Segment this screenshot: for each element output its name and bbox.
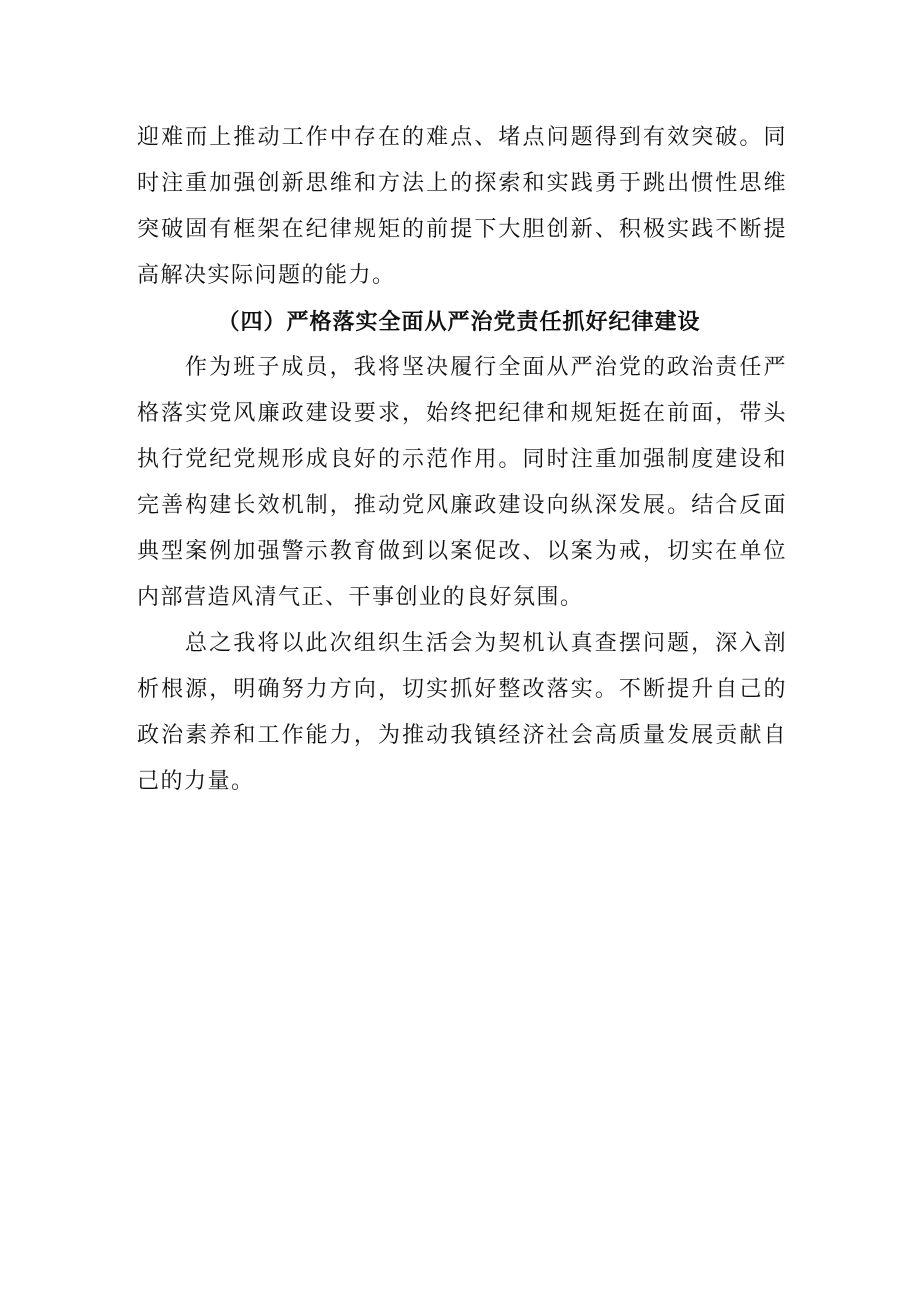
paragraph-section-four: 作为班子成员，我将坚决履行全面从严治党的政治责任严格落实党风廉政建设要求，始终把纪律和规矩挺在前面，带头执行党纪党规形成良好的示范作用。同时注重加强制度建设和完善构建长效机制，推动党风廉政建设向纵深发展。结合反面典型案例加强警示教育做到以案促改、以案为戒，切实在单位内部营造风清气正、干事创业的良好氛围。 bbox=[137, 355, 787, 610]
document-body bbox=[137, 115, 787, 805]
paragraph-conclusion: 总之我将以此次组织生活会为契机认真查摆问题，深入剖析根源，明确努力方向，切实抓好整改落实。不断提升自己的政治素养和工作能力，为推动我镇经济社会高质量发展贡献自己的力量。 bbox=[137, 631, 787, 794]
paragraph-continued: 迎难而上推动工作中存在的难点、堵点问题得到有效突破。同时注重加强创新思维和方法上的探索和实践勇于跳出惯性思维突破固有框架在纪律规矩的前提下大胆创新、积极实践不断提高解决实际问题的能力。 bbox=[137, 125, 787, 288]
section-heading: （四）严格落实全面从严治党责任抓好纪律建设 bbox=[217, 309, 701, 335]
